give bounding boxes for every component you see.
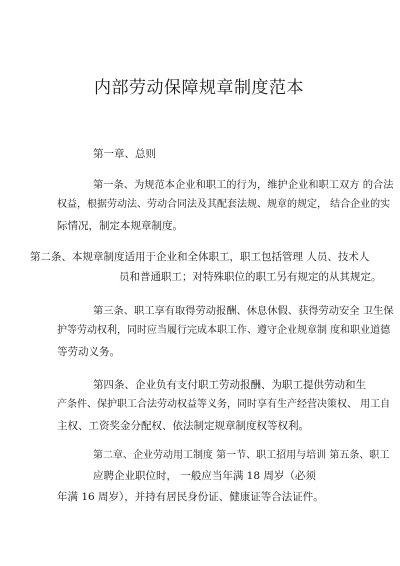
article-line: 员和普通职工；对特殊职位的职工另有规定的从其规定。: [119, 271, 382, 283]
article-line: 产条件、保护职工合法劳动权益等义务，同时享有生产经营决策权、 用工自: [57, 399, 391, 410]
article-line: 第二条、本规章制度适用于企业和全体职工，职工包括管理 人员、技术人: [30, 251, 370, 263]
article-line: 主权、工资奖金分配权、依法制定规章制度权等权利。: [57, 420, 309, 432]
article-line: 等劳动义务。: [57, 346, 120, 358]
article-line: 权益，根据劳动法、劳动合同法及其配套法规、规章的规定， 结合企业的实: [57, 199, 391, 210]
chapter-heading: 第一章、总则: [93, 148, 156, 160]
article-line: 第三条、职工享有取得劳动报酬、休息休假、获得劳动安全 卫生保: [93, 305, 394, 317]
article-line: 护等劳动权利，同时应当履行完成本职工作、遵守企业规章制 度和职业道德: [57, 325, 391, 336]
chapter-heading: 第二章、企业劳动用工制度 第一节、职工招用与培训 第五条、职工: [93, 450, 390, 461]
article-line: 第一条、为规范本企业和职工的行为，维护企业和职工双方 的合法: [93, 179, 394, 191]
document-title: 内部劳动保障规章制度范本: [94, 78, 304, 98]
article-line: 年满 16 周岁），并持有居民身份证、健康证等合法证件。: [57, 491, 324, 503]
article-line: 第四条、企业负有支付职工劳动报酬、为职工提供劳动和生: [93, 379, 366, 391]
article-line: 应聘企业职位时， 一般应当年满 18 周岁（必须: [93, 470, 316, 482]
article-line: 际情况，制定本规章制度。: [57, 220, 183, 232]
